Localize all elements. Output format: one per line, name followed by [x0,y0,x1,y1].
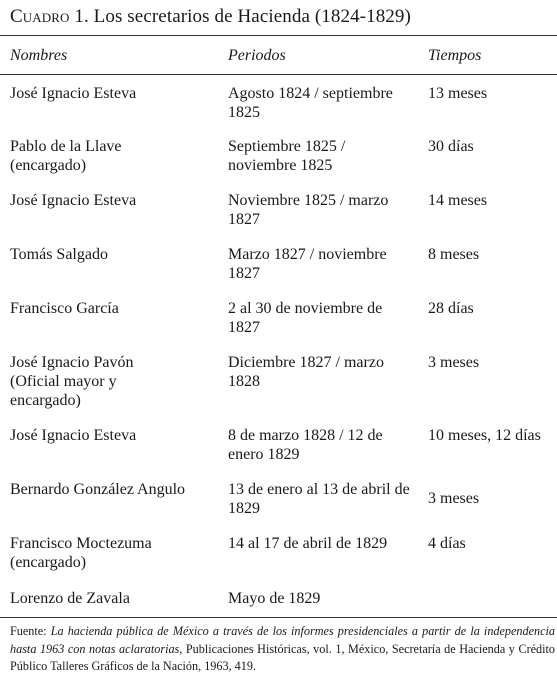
cell-time: 4 días [428,535,466,552]
cell-period: Noviembre 1825 / marzo 1827 [228,192,389,228]
cell-name: Lorenzo de Zavala [10,590,130,607]
cell-period: Mayo de 1829 [228,590,321,607]
footnote-publication: Publicaciones Históricas, vol. 1, México, Secretaría de Hacienda y Crédito Público Talleres Gráficos de la Nación, 1963, 419. [10,641,556,673]
cell-period: Diciembre 1827 / marzo 1828 [228,354,384,390]
cell-period: 8 de marzo 1828 / 12 de enero 1829 [228,427,383,463]
cell-time: 8 meses [428,246,480,263]
cell-period: 2 al 30 de noviembre de 1827 [228,300,383,336]
cell-time: 28 días [428,300,474,317]
footnote-source-title: La hacienda pública de México a través de los informes presidenciales a partir de la independencia hasta 1963 con notas aclaratorias, [10,624,555,656]
cell-time: 14 meses [428,192,488,209]
cell-name: José Ignacio Esteva [10,85,137,102]
cell-name: Francisco Moctezuma (encargado) [10,535,152,571]
cell-period: Agosto 1824 / septiembre 1825 [228,85,393,121]
source-footnote [10,623,555,676]
cell-time: 3 meses [428,490,480,507]
header-periodos: Periodos [228,47,286,64]
table-number: Cuadro 1. [10,6,89,27]
cell-period: Marzo 1827 / noviembre 1827 [228,246,387,282]
cell-time: 10 meses, 12 días [428,427,541,444]
cell-period: Septiembre 1825 / noviembre 1825 [228,138,346,174]
footnote-prefix: Fuente: [10,624,47,638]
cell-name: José Ignacio Esteva [10,192,137,209]
cell-time: 3 meses [428,354,480,371]
header-nombres: Nombres [10,47,68,64]
cell-name: Tomás Salgado [10,246,108,263]
cell-name: José Ignacio Pavón (Oficial mayor y encargado) [10,354,134,409]
cell-name: Francisco García [10,300,119,317]
cell-name: Pablo de la Llave (encargado) [10,138,122,174]
table-title [10,6,411,28]
cell-period: 13 de enero al 13 de abril de 1829 [228,481,410,517]
header-rule [0,74,557,75]
table-title-text: Los secretarios de Hacienda (1824-1829) [93,6,411,27]
cell-name: Bernardo González Angulo [10,481,186,498]
top-rule [0,35,557,36]
cell-period: 14 al 17 de abril de 1829 [228,535,388,552]
bottom-rule [0,617,557,618]
cell-time: 30 días [428,138,474,155]
cell-time: 13 meses [428,85,488,102]
cell-name: José Ignacio Esteva [10,427,137,444]
header-tiempos: Tiempos [428,47,482,64]
